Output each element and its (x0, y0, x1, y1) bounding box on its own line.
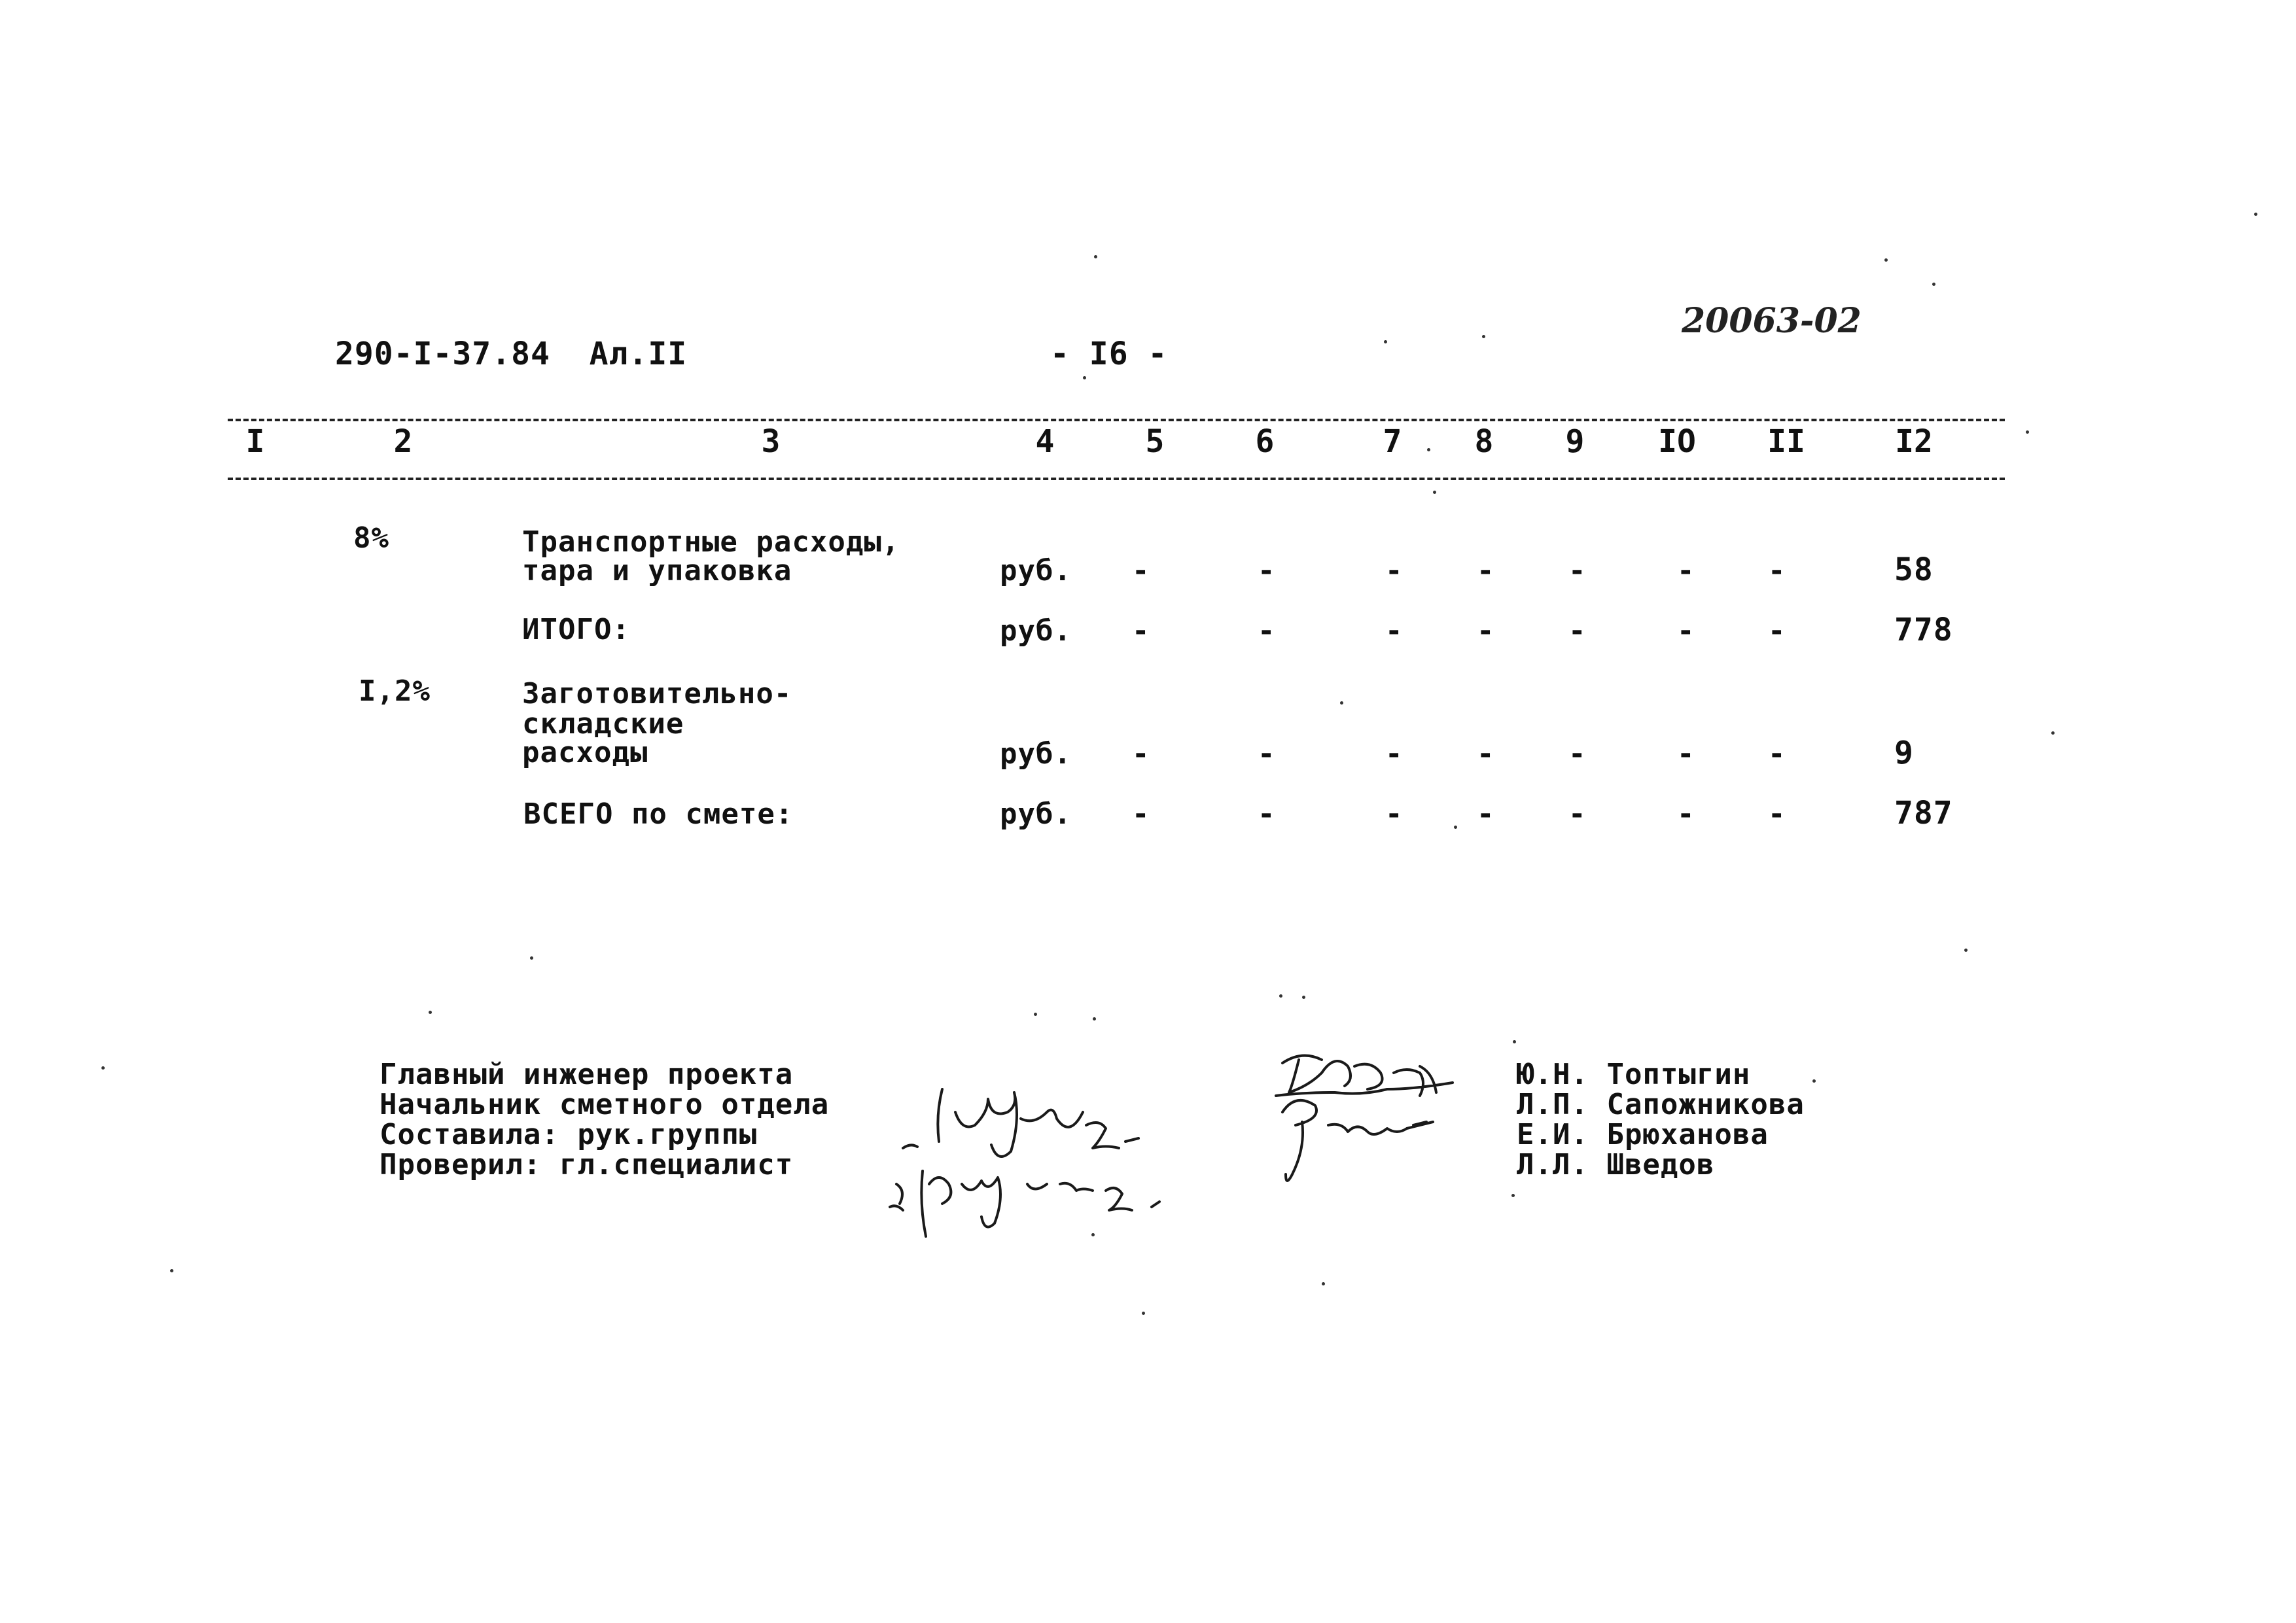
speck (530, 956, 533, 960)
speck (1142, 1312, 1145, 1315)
row-dash: - (1385, 797, 1404, 831)
row-dash: - (1477, 797, 1495, 831)
signature-stroke (1276, 1056, 1453, 1096)
speck (170, 1269, 173, 1272)
row-total: 778 (1894, 612, 1953, 648)
document-code: 290-I-37.84 Ал.II (335, 336, 688, 372)
row-dash: - (1677, 614, 1695, 648)
row-description-line: ИТОГО: (522, 613, 630, 646)
row-rate: 8% (353, 521, 389, 555)
speck (2254, 213, 2257, 216)
speck (1094, 255, 1097, 258)
speck (429, 1011, 432, 1014)
row-dash: - (1568, 797, 1587, 831)
col-header-10: IO (1658, 423, 1696, 460)
row-dash: - (1477, 554, 1495, 587)
row-dash: - (1768, 614, 1786, 648)
signature-role: Проверил: гл.специалист (380, 1148, 794, 1181)
row-dash: - (1477, 614, 1495, 648)
speck (1427, 448, 1430, 451)
row-total: 9 (1894, 735, 1914, 771)
row-dash: - (1768, 737, 1786, 771)
row-unit: руб. (1000, 797, 1072, 831)
row-dash: - (1385, 614, 1404, 648)
speck (1812, 1079, 1816, 1083)
row-dash: - (1132, 614, 1150, 648)
row-dash: - (1477, 737, 1495, 771)
row-dash: - (1568, 554, 1587, 587)
row-description-line: ВСЕГО по смете: (523, 797, 794, 831)
row-total: 58 (1894, 551, 1934, 588)
speck (1433, 491, 1436, 494)
page-number: - I6 - (1050, 336, 1168, 372)
row-dash: - (1258, 614, 1276, 648)
col-header-5: 5 (1145, 423, 1165, 460)
handwritten-number: 20063-02 (1682, 301, 1862, 341)
speck (1511, 1194, 1515, 1197)
col-header-8: 8 (1474, 423, 1494, 460)
row-dash: - (1132, 797, 1150, 831)
speck (1454, 826, 1457, 829)
col-header-9: 9 (1565, 423, 1585, 460)
row-description-line: расходы (522, 736, 648, 769)
speck (1302, 996, 1305, 999)
row-dash: - (1385, 737, 1404, 771)
speck (1322, 1282, 1325, 1285)
speck (1093, 1017, 1096, 1021)
speck (1091, 1233, 1095, 1236)
col-header-11: II (1767, 423, 1805, 460)
signature-name: Ю.Н. Топтыгин (1517, 1058, 1751, 1091)
speck (1384, 340, 1387, 343)
col-header-3: 3 (761, 423, 781, 460)
speck (1932, 283, 1935, 286)
row-dash: - (1677, 554, 1695, 587)
signature-stroke (903, 1089, 1139, 1157)
row-dash: - (1568, 614, 1587, 648)
row-dash: - (1568, 737, 1587, 771)
row-unit: руб. (1000, 737, 1072, 771)
signature-role: Главный инженер проекта (380, 1058, 794, 1091)
col-header-4: 4 (1035, 423, 1055, 460)
speck (1083, 376, 1086, 379)
signature-name: Л.Л. Шведов (1517, 1148, 1715, 1181)
row-description-line: Заготовительно- (522, 677, 792, 710)
signature-stroke (890, 1171, 1159, 1236)
speck (2026, 430, 2029, 434)
row-unit: руб. (1000, 554, 1072, 587)
speck (1279, 994, 1282, 998)
row-dash: - (1258, 554, 1276, 587)
signature-role: Начальник сметного отдела (380, 1088, 830, 1121)
row-dash: - (1385, 554, 1404, 587)
speck (1884, 258, 1888, 262)
row-dash: - (1132, 554, 1150, 587)
speck (1034, 1013, 1037, 1016)
row-dash: - (1768, 554, 1786, 587)
row-dash: - (1677, 797, 1695, 831)
row-description-line: Транспортные расходы, (522, 525, 900, 559)
row-dash: - (1258, 737, 1276, 771)
col-header-2: 2 (393, 423, 413, 460)
signature-name: Л.П. Сапожникова (1517, 1088, 1805, 1121)
row-dash: - (1258, 797, 1276, 831)
row-dash: - (1132, 737, 1150, 771)
speck (1513, 1040, 1516, 1043)
speck (2051, 731, 2055, 735)
signature-name: Е.И. Брюханова (1517, 1118, 1769, 1151)
row-dash: - (1677, 737, 1695, 771)
signature-stroke (1282, 1100, 1433, 1181)
speck (1340, 701, 1343, 705)
row-description-line: складские (522, 707, 684, 741)
col-header-6: 6 (1255, 423, 1275, 460)
speck (1482, 335, 1485, 338)
col-header-12: I2 (1895, 423, 1933, 460)
col-header-7: 7 (1383, 423, 1402, 460)
row-total: 787 (1894, 795, 1953, 831)
col-header-1: I (245, 423, 265, 460)
speck (1964, 949, 1968, 952)
row-rate: I,2% (359, 674, 431, 708)
speck (101, 1066, 105, 1070)
row-dash: - (1768, 797, 1786, 831)
row-unit: руб. (1000, 614, 1072, 648)
row-description-line: тара и упаковка (522, 554, 792, 587)
signature-role: Составила: рук.группы (380, 1118, 758, 1151)
